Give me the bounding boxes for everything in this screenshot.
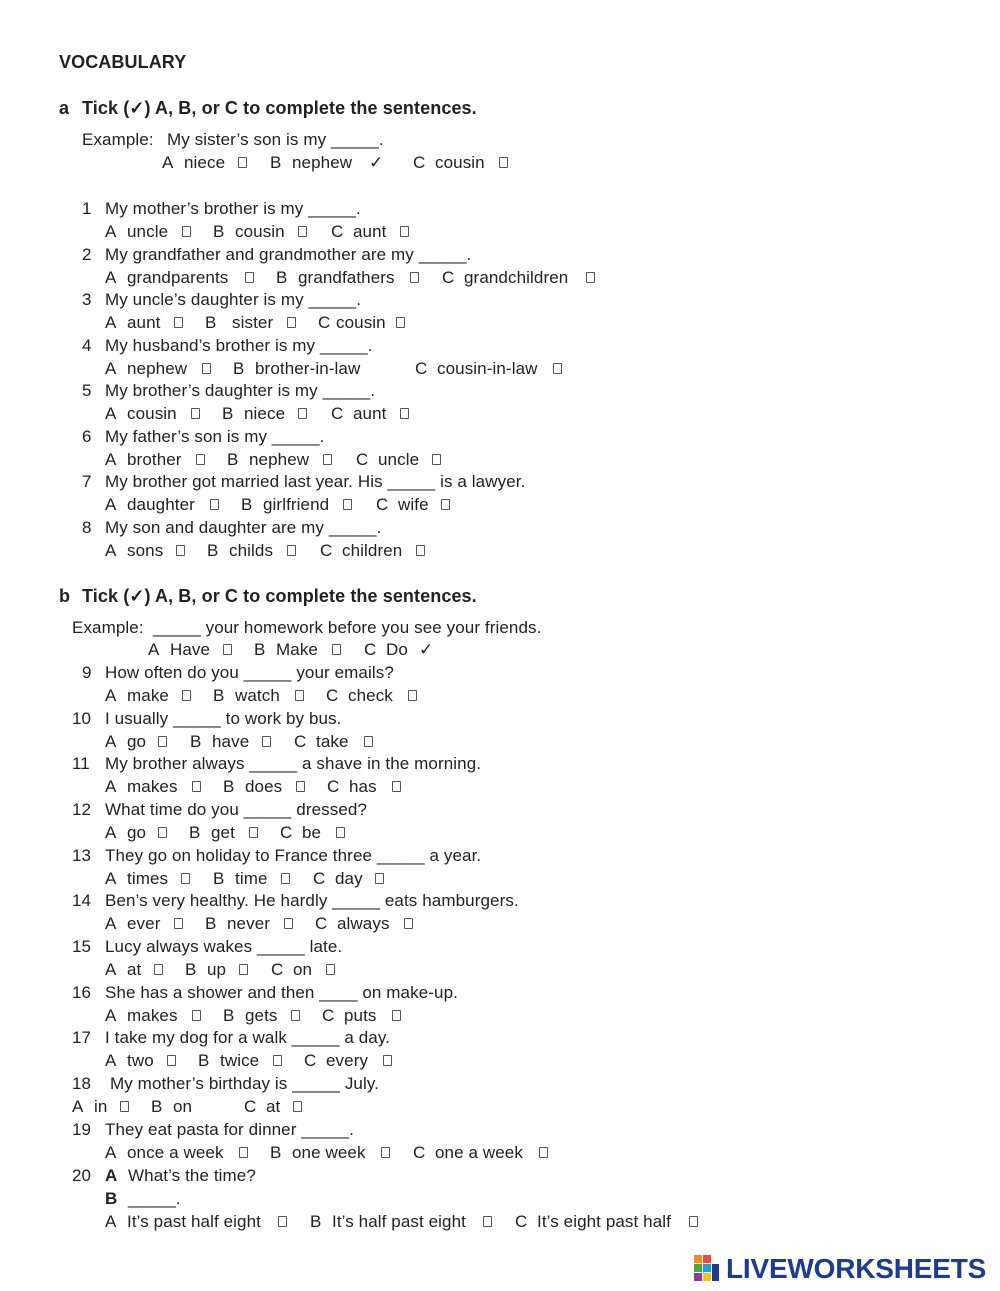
option-text: brother-in-law — [255, 359, 361, 378]
option-text: niece — [244, 404, 286, 423]
option-text: nephew — [127, 359, 188, 378]
question-number: 8 — [82, 518, 92, 537]
option-c-checkbox[interactable] — [336, 827, 345, 838]
option-c-checkbox[interactable] — [364, 736, 373, 747]
option-letter: B — [223, 777, 235, 796]
example-b-label: Example: — [72, 618, 144, 637]
option-text: always — [337, 914, 390, 933]
option-letter: B — [198, 1051, 210, 1070]
option-b-checkbox[interactable] — [410, 272, 419, 283]
option-letter: A — [105, 1006, 117, 1025]
option-text: on — [173, 1097, 193, 1116]
option-text: grandfathers — [298, 268, 395, 287]
option-letter: C — [318, 313, 331, 332]
option-a-checkbox[interactable] — [239, 1147, 248, 1158]
example-b-option-c-text: Do — [386, 640, 408, 659]
option-letter: B — [213, 869, 225, 888]
question-prompt: My mother’s birthday is _____ July. — [110, 1074, 380, 1093]
option-text: aunt — [353, 222, 387, 241]
question-number: 6 — [82, 427, 92, 446]
option-b-checkbox[interactable] — [295, 690, 304, 701]
question-prompt: Lucy always wakes _____ late. — [105, 937, 343, 956]
option-c-checkbox[interactable] — [441, 499, 450, 510]
option-a-checkbox[interactable] — [196, 454, 205, 465]
option-text: go — [127, 732, 147, 751]
question-number: 20 — [72, 1166, 92, 1185]
answer-blank: _____. — [128, 1189, 181, 1208]
option-letter: A — [105, 1212, 117, 1231]
option-a-checkbox[interactable] — [192, 1010, 201, 1021]
option-b-checkbox[interactable] — [281, 873, 290, 884]
option-letter: B — [205, 914, 217, 933]
option-c-checkbox[interactable] — [408, 690, 417, 701]
option-c-checkbox[interactable] — [416, 545, 425, 556]
example-a-option-a-letter: A — [162, 153, 174, 172]
option-b-checkbox[interactable] — [298, 408, 307, 419]
question-prompt: They go on holiday to France three _____ a year. — [105, 846, 482, 865]
option-letter: A — [105, 541, 117, 560]
option-a-checkbox[interactable] — [174, 918, 183, 929]
question-number: 14 — [72, 891, 92, 910]
question-prompt: My uncle’s daughter is my _____. — [105, 290, 362, 309]
option-letter: B — [185, 960, 197, 979]
option-letter: A — [105, 268, 117, 287]
option-letter: A — [105, 823, 117, 842]
example-a-option-b-text: nephew — [292, 153, 353, 172]
option-text: sister — [232, 313, 274, 332]
option-letter: C — [442, 268, 455, 287]
option-b-checkbox[interactable] — [284, 918, 293, 929]
option-c-checkbox[interactable] — [400, 226, 409, 237]
option-letter: A — [105, 313, 117, 332]
option-letter: A — [105, 495, 117, 514]
question-prompt: I usually _____ to work by bus. — [105, 709, 342, 728]
option-text: gets — [245, 1006, 278, 1025]
option-text: once a week — [127, 1143, 224, 1162]
option-c-checkbox[interactable] — [326, 964, 335, 975]
option-c-checkbox[interactable] — [404, 918, 413, 929]
option-b-checkbox[interactable] — [273, 1055, 282, 1066]
option-text: nephew — [249, 450, 310, 469]
question-prompt: My mother’s brother is my _____. — [105, 199, 361, 218]
option-a-checkbox[interactable] — [120, 1101, 129, 1112]
option-text: one week — [292, 1143, 366, 1162]
option-b-checkbox[interactable] — [291, 1010, 300, 1021]
option-text: makes — [127, 777, 178, 796]
option-letter: C — [271, 960, 284, 979]
option-b-checkbox[interactable] — [298, 226, 307, 237]
question-prompt: They eat pasta for dinner _____. — [105, 1120, 354, 1139]
question-prompt: What’s the time? — [128, 1166, 256, 1185]
option-text: daughter — [127, 495, 195, 514]
option-text: puts — [344, 1006, 377, 1025]
option-letter: A — [105, 450, 117, 469]
speaker-a-label: A — [105, 1166, 118, 1185]
question-number: 5 — [82, 381, 92, 400]
option-letter: A — [105, 777, 117, 796]
option-a-checkbox[interactable] — [278, 1216, 287, 1227]
question-prompt: What time do you _____ dressed? — [105, 800, 368, 819]
option-c-checkbox[interactable] — [392, 1010, 401, 1021]
question-prompt: How often do you _____ your emails? — [105, 663, 394, 682]
example-a-option-b-letter: B — [270, 153, 282, 172]
option-letter: C — [304, 1051, 317, 1070]
option-text: never — [227, 914, 271, 933]
option-text: cousin — [127, 404, 177, 423]
option-letter: C — [320, 541, 333, 560]
option-letter: B — [276, 268, 288, 287]
option-c-checkbox[interactable] — [586, 272, 595, 283]
option-letter: B — [190, 732, 202, 751]
section-b-heading: Tick (✓) A, B, or C to complete the sentences. — [82, 586, 477, 606]
option-a-checkbox[interactable] — [181, 873, 190, 884]
option-text: cousin — [235, 222, 285, 241]
option-text: It’s past half eight — [127, 1212, 261, 1231]
example-b-option-a-letter: A — [148, 640, 160, 659]
question-number: 2 — [82, 245, 92, 264]
option-text: every — [326, 1051, 369, 1070]
option-c-checkbox[interactable] — [396, 317, 405, 328]
option-letter: B — [213, 222, 225, 241]
example-a-option-c-checkbox[interactable] — [499, 157, 508, 168]
option-text: day — [335, 869, 363, 888]
option-letter: C — [413, 1143, 426, 1162]
option-letter: C — [331, 222, 344, 241]
option-letter: C — [376, 495, 389, 514]
example-a-option-a-checkbox[interactable] — [238, 157, 247, 168]
option-a-checkbox[interactable] — [176, 545, 185, 556]
option-letter: A — [105, 1143, 117, 1162]
example-b-check-mark: ✓ — [419, 640, 434, 659]
option-letter: C — [327, 777, 340, 796]
question-number: 17 — [72, 1028, 92, 1047]
option-b-checkbox[interactable] — [323, 454, 332, 465]
question-number: 10 — [72, 709, 92, 728]
question-prompt: I take my dog for a walk _____ a day. — [105, 1028, 390, 1047]
option-letter: C — [244, 1097, 257, 1116]
option-text: time — [235, 869, 268, 888]
option-a-checkbox[interactable] — [167, 1055, 176, 1066]
option-letter: A — [105, 960, 117, 979]
option-text: have — [212, 732, 250, 751]
question-prompt: She has a shower and then ____ on make-up. — [105, 983, 458, 1002]
option-text: does — [245, 777, 283, 796]
option-letter: B — [213, 686, 225, 705]
example-b-option-b-letter: B — [254, 640, 266, 659]
option-a-checkbox[interactable] — [182, 690, 191, 701]
page-title: VOCABULARY — [59, 52, 187, 72]
option-letter: C — [326, 686, 339, 705]
option-text: grandchildren — [464, 268, 569, 287]
option-c-checkbox[interactable] — [383, 1055, 392, 1066]
option-letter: A — [105, 732, 117, 751]
option-b-checkbox[interactable] — [483, 1216, 492, 1227]
example-b-option-c-letter: C — [364, 640, 377, 659]
option-c-checkbox[interactable] — [689, 1216, 698, 1227]
option-letter: C — [322, 1006, 335, 1025]
question-number: 12 — [72, 800, 92, 819]
option-letter: B — [207, 541, 219, 560]
option-text: cousin — [336, 313, 386, 332]
option-a-checkbox[interactable] — [210, 499, 219, 510]
option-text: one a week — [435, 1143, 523, 1162]
option-letter: A — [105, 222, 117, 241]
option-a-checkbox[interactable] — [158, 736, 167, 747]
question-prompt: My son and daughter are my _____. — [105, 518, 382, 537]
question-number: 9 — [82, 663, 92, 682]
option-text: take — [316, 732, 349, 751]
option-text: has — [349, 777, 377, 796]
question-prompt: My father’s son is my _____. — [105, 427, 325, 446]
option-letter: B — [222, 404, 234, 423]
liveworksheets-logo-icon — [694, 1254, 720, 1288]
option-text: wife — [398, 495, 429, 514]
option-letter: A — [105, 1051, 117, 1070]
option-a-checkbox[interactable] — [182, 226, 191, 237]
option-letter: A — [105, 914, 117, 933]
option-text: children — [342, 541, 403, 560]
option-text: check — [348, 686, 393, 705]
option-text: up — [207, 960, 227, 979]
option-c-checkbox[interactable] — [539, 1147, 548, 1158]
option-text: twice — [220, 1051, 260, 1070]
option-letter: A — [105, 869, 117, 888]
option-text: get — [211, 823, 235, 842]
option-text: childs — [229, 541, 274, 560]
option-text: makes — [127, 1006, 178, 1025]
option-letter: C — [294, 732, 307, 751]
question-number: 18 — [72, 1074, 92, 1093]
question-prompt: My brother got married last year. His _____ is a lawyer. — [105, 472, 526, 491]
option-letter: A — [105, 359, 117, 378]
option-letter: B — [270, 1143, 282, 1162]
option-b-checkbox[interactable] — [287, 545, 296, 556]
option-a-checkbox[interactable] — [154, 964, 163, 975]
option-text: at — [266, 1097, 281, 1116]
question-number: 3 — [82, 290, 92, 309]
option-b-checkbox[interactable] — [343, 499, 352, 510]
question-number: 11 — [72, 754, 90, 773]
option-letter: B — [223, 1006, 235, 1025]
example-b-option-b-checkbox[interactable] — [332, 644, 341, 655]
option-c-checkbox[interactable] — [392, 781, 401, 792]
option-letter: C — [331, 404, 344, 423]
option-letter: B — [310, 1212, 322, 1231]
option-text: times — [127, 869, 169, 888]
question-prompt: My grandfather and grandmother are my _____. — [105, 245, 472, 264]
question-number: 15 — [72, 937, 92, 956]
option-b-checkbox[interactable] — [249, 827, 258, 838]
option-c-checkbox[interactable] — [400, 408, 409, 419]
question-number: 1 — [82, 199, 92, 218]
example-a-check-mark: ✓ — [369, 153, 384, 172]
option-text: aunt — [127, 313, 161, 332]
example-b-option-b-text: Make — [276, 640, 318, 659]
section-a-letter: a — [59, 98, 70, 118]
option-text: It’s half past eight — [332, 1212, 466, 1231]
example-a-option-c-text: cousin — [435, 153, 485, 172]
option-b-checkbox[interactable] — [287, 317, 296, 328]
option-a-checkbox[interactable] — [158, 827, 167, 838]
example-a-option-c-letter: C — [413, 153, 426, 172]
option-a-checkbox[interactable] — [202, 363, 211, 374]
question-number: 4 — [82, 336, 92, 355]
option-letter: A — [105, 686, 117, 705]
option-a-checkbox[interactable] — [191, 408, 200, 419]
option-b-checkbox[interactable] — [262, 736, 271, 747]
option-a-checkbox[interactable] — [245, 272, 254, 283]
option-c-checkbox[interactable] — [553, 363, 562, 374]
section-a-heading: Tick (✓) A, B, or C to complete the sentences. — [82, 98, 477, 118]
option-text: ever — [127, 914, 161, 933]
option-letter: C — [280, 823, 293, 842]
option-text: It’s eight past half — [537, 1212, 671, 1231]
option-letter: A — [105, 404, 117, 423]
option-text: two — [127, 1051, 154, 1070]
example-b-option-a-text: Have — [170, 640, 211, 659]
option-letter: B — [227, 450, 239, 469]
option-letter: B — [241, 495, 253, 514]
option-letter: B — [205, 313, 217, 332]
question-number: 19 — [72, 1120, 92, 1139]
question-number: 13 — [72, 846, 92, 865]
option-text: on — [293, 960, 313, 979]
question-prompt: My husband’s brother is my _____. — [105, 336, 373, 355]
option-c-checkbox[interactable] — [375, 873, 384, 884]
option-letter: C — [313, 869, 326, 888]
option-letter: C — [315, 914, 328, 933]
option-text: aunt — [353, 404, 387, 423]
option-text: go — [127, 823, 147, 842]
option-text: brother — [127, 450, 182, 469]
question-prompt: My brother’s daughter is my _____. — [105, 381, 376, 400]
option-letter: A — [72, 1097, 84, 1116]
question-prompt: My brother always _____ a shave in the morning. — [105, 754, 482, 773]
option-text: at — [127, 960, 142, 979]
option-letter: C — [356, 450, 369, 469]
option-text: grandparents — [127, 268, 229, 287]
option-letter: C — [515, 1212, 528, 1231]
option-text: watch — [235, 686, 280, 705]
question-number: 7 — [82, 472, 92, 491]
speaker-b-label: B — [105, 1189, 118, 1208]
option-letter: B — [189, 823, 201, 842]
option-text: be — [302, 823, 322, 842]
option-text: girlfriend — [263, 495, 330, 514]
option-text: sons — [127, 541, 164, 560]
section-b-letter: b — [59, 586, 71, 606]
liveworksheets-brand: LIVEWORKSHEETS — [726, 1253, 987, 1284]
option-text: uncle — [127, 222, 169, 241]
option-c-checkbox[interactable] — [293, 1101, 302, 1112]
option-text: cousin-in-law — [437, 359, 538, 378]
example-b-option-a-checkbox[interactable] — [223, 644, 232, 655]
option-letter: C — [415, 359, 428, 378]
option-b-checkbox[interactable] — [239, 964, 248, 975]
option-letter: B — [233, 359, 245, 378]
option-a-checkbox[interactable] — [174, 317, 183, 328]
option-b-checkbox[interactable] — [296, 781, 305, 792]
example-b-prompt: _____ your homework before you see your friends. — [153, 618, 542, 637]
example-a-option-a-text: niece — [184, 153, 226, 172]
option-text: make — [127, 686, 169, 705]
example-a-prompt: My sister’s son is my _____. — [167, 130, 384, 149]
question-prompt: Ben’s very healthy. He hardly _____ eats hamburgers. — [105, 891, 519, 910]
question-number: 16 — [72, 983, 92, 1002]
option-text: in — [94, 1097, 108, 1116]
option-b-checkbox[interactable] — [381, 1147, 390, 1158]
option-text: uncle — [378, 450, 420, 469]
option-c-checkbox[interactable] — [432, 454, 441, 465]
option-letter: B — [151, 1097, 163, 1116]
option-a-checkbox[interactable] — [192, 781, 201, 792]
example-a-label: Example: — [82, 130, 154, 149]
